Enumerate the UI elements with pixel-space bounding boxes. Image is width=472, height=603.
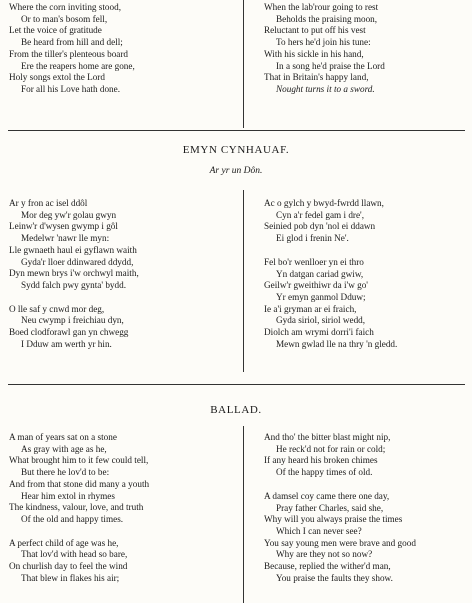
poem-line: Why are they not so now?: [276, 549, 373, 560]
poem-line: Which I can never see?: [276, 525, 362, 536]
section-divider-2: [8, 384, 465, 385]
poem-line: Cyn a'r fedel gam i dre',: [276, 209, 365, 220]
poem-line: Mor deg yw'r golau gwyn: [21, 209, 117, 220]
poem-line: From the tiller's plenteous board: [9, 48, 129, 59]
emyn-right-column: [264, 198, 472, 362]
poem-line: Reluctant to put off his vest: [264, 25, 366, 36]
ballad-right-column: [264, 432, 472, 596]
poem-line: Let the voice of gratitude: [9, 25, 102, 36]
stanza: [9, 198, 234, 292]
stanza: [264, 432, 472, 479]
poem-line: As gray with age as he,: [21, 443, 107, 454]
poem-line: O lle saf y cnwd mor deg,: [9, 303, 105, 314]
poem-line: That in Britain's happy land,: [264, 72, 369, 83]
poem-line: Or to man's bosom fell,: [21, 13, 108, 24]
poem-top-left-column: [9, 2, 234, 108]
poem-line: Ei glod i frenin Ne'.: [276, 233, 349, 244]
stanza: [264, 257, 472, 351]
poem-line: Pray father Charles, said she,: [276, 502, 384, 513]
poem-line: Ie a'i gryman ar ei fraich,: [264, 303, 357, 314]
poem-line: Medelwr 'nawr lle myn:: [21, 233, 110, 244]
section-title-emyn: EMYN CYNHAUAF.: [182, 144, 290, 156]
poem-line: For all his Love hath done.: [21, 83, 121, 94]
ballad-left-column: [9, 432, 234, 596]
poem-line: Why will you always praise the times: [264, 514, 403, 525]
poem-line: Geilw'r gweithiwr da i'w go': [264, 280, 368, 291]
poem-line: A perfect child of age was he,: [9, 537, 119, 548]
poem-line: Gyda siriol, siriol wedd,: [276, 315, 366, 326]
poem-line: In a song he'd praise the Lord: [276, 60, 385, 71]
poem-line: A damsel coy came there one day,: [264, 490, 390, 501]
stanza: [9, 538, 234, 585]
poem-line: Ac o gylch y bwyd-fwrdd llawn,: [264, 198, 384, 208]
poem-line: Diolch am wrymi dorri'i faich: [264, 327, 374, 338]
stanza: [264, 491, 472, 585]
poem-line: Beholds the praising moon,: [276, 13, 378, 24]
poem-line: The kindness, valour, love, and truth: [9, 502, 144, 513]
poem-line: That lov'd with head so bare,: [21, 549, 128, 560]
poem-line: Boed clodforawl gan yn chwegg: [9, 327, 129, 338]
stanza: [264, 198, 472, 245]
poem-line: Neu cwymp i freichiau dyn,: [21, 315, 124, 326]
poem-line: And from that stone did many a youth: [9, 478, 150, 489]
section-title-ballad: BALLAD.: [210, 404, 262, 416]
poem-line: Of the happy times of old.: [276, 467, 373, 478]
poem-line: Fel bo'r wenlloer yn ei thro: [264, 256, 364, 267]
emyn-left-column: [9, 198, 234, 362]
poem-line: Ere the reapers home are gone,: [21, 60, 135, 71]
poem-line: Gyda'r lloer ddinwared ddydd,: [21, 256, 134, 267]
stanza: [9, 432, 234, 526]
poem-line: And tho' the bitter blast might nip,: [264, 432, 391, 442]
poem-line: I Dduw am werth yr hin.: [21, 338, 112, 349]
poem-line: Be heard from hill and dell;: [21, 37, 123, 48]
poem-line: Dyn mewn brys i'w orchwyl maith,: [9, 268, 139, 279]
poem-line: On churlish day to feel the wind: [9, 561, 128, 572]
poem-line: You praise the faults they show.: [276, 572, 393, 583]
poem-line: Yn datgan cariad gwiw,: [276, 268, 364, 279]
poem-line: Ar y fron ac isel ddôl: [9, 198, 88, 208]
poem-line: Yr emyn ganmol Dduw;: [276, 291, 366, 302]
column-divider-bottom: [243, 426, 244, 603]
poem-line: That blew in flakes his air;: [21, 572, 120, 583]
poem-line: Holy songs extol the Lord: [9, 72, 105, 83]
stanza: [264, 2, 472, 96]
poem-line: With his sickle in his hand,: [264, 48, 364, 59]
poem-line: Mewn gwlad lle na thry 'n gledd.: [276, 338, 398, 349]
poem-line: Where the corn inviting stood,: [9, 2, 122, 12]
poem-line: A man of years sat on a stone: [9, 432, 117, 442]
poem-line: Sydd falch pwy gynta' bydd.: [21, 279, 127, 290]
poem-line: Nought turns it to a sword.: [276, 83, 375, 94]
poem-line: Lle gwnaeth haul ei gyflawn waith: [9, 244, 137, 255]
poem-line: When the lab'rour going to rest: [264, 2, 379, 12]
poem-line: Leinw'r d'wysen gwymp i gôl: [9, 221, 118, 232]
poem-line: If any heard his broken chimes: [264, 455, 378, 466]
poem-line: Of the old and happy times.: [21, 513, 124, 524]
poem-line: You say young men were brave and good: [264, 537, 416, 548]
poem-line: But there he lov'd to be:: [21, 467, 110, 478]
column-divider-middle: [243, 190, 244, 372]
poem-line: Seinied pob dyn 'nol ei ddawn: [264, 221, 376, 232]
section-subtitle-emyn: Ar yr un Dôn.: [209, 166, 263, 176]
section-divider-1: [8, 130, 465, 131]
stanza: [9, 304, 234, 351]
poem-line: Because, replied the wither'd man,: [264, 561, 391, 572]
poem-line: To hers he'd join his tune:: [276, 37, 371, 48]
poem-line: Hear him extol in rhymes: [21, 490, 115, 501]
poem-top-right-column: [264, 2, 472, 108]
poem-line: What brought him to it few could tell,: [9, 455, 149, 466]
column-divider-top: [243, 0, 244, 128]
poem-line: He reck'd not for rain or cold;: [276, 443, 386, 454]
stanza: [9, 2, 234, 96]
